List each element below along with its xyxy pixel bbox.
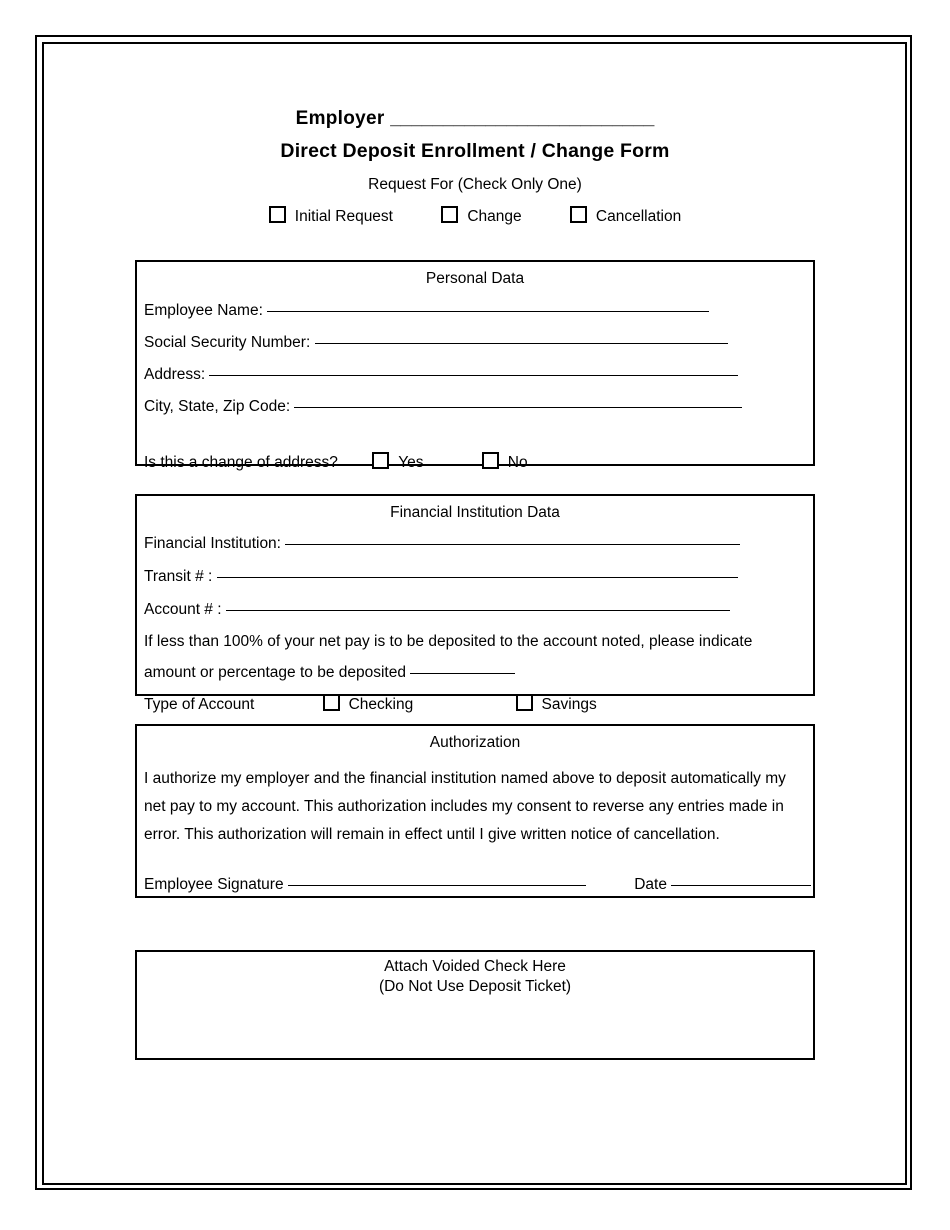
employee-name-input[interactable] (267, 311, 709, 312)
address-input[interactable] (209, 375, 738, 376)
request-option-label: Change (467, 208, 522, 225)
request-type-options (0, 206, 950, 226)
voided-check-title: Attach Voided Check Here (384, 958, 566, 975)
checkbox-icon[interactable] (516, 694, 533, 711)
section-authorization (135, 724, 815, 898)
date-input[interactable] (671, 885, 811, 886)
field-label: Address: (144, 366, 206, 383)
field-label: Financial Institution: (144, 535, 281, 552)
checkbox-icon[interactable] (441, 206, 458, 223)
account-type-option-label: Savings (541, 696, 597, 713)
request-option-cancellation[interactable] (570, 206, 681, 226)
request-option-label: Initial Request (294, 208, 393, 225)
change-of-address-option-label: Yes (398, 454, 424, 471)
transit-number-input[interactable] (217, 577, 738, 578)
financial-institution-input[interactable] (285, 544, 740, 545)
partial-deposit-note-line-1: If less than 100% of your net pay is to be deposited to the account noted, please indicate (144, 633, 753, 650)
field-label: Social Security Number: (144, 334, 311, 351)
checkbox-icon[interactable] (372, 452, 389, 469)
voided-check-subtitle: (Do Not Use Deposit Ticket) (378, 978, 572, 995)
field-financial-institution (144, 535, 813, 553)
employer-blank-rule[interactable]: _________________________ (390, 108, 655, 129)
field-city-state-zip (144, 398, 813, 416)
section-attach-voided-check[interactable] (135, 950, 815, 1060)
field-account-number (144, 601, 813, 619)
section-personal-data (135, 260, 815, 471)
page-title: Direct Deposit Enrollment / Change Form (280, 140, 670, 162)
checkbox-icon[interactable] (323, 694, 340, 711)
change-of-address-option-yes[interactable] (372, 452, 423, 472)
employer-line (0, 108, 950, 130)
section-title: Financial Institution Data (390, 504, 560, 521)
date-label: Date (634, 876, 667, 893)
field-account-type (144, 694, 813, 714)
change-of-address-question: Is this a change of address? (144, 454, 338, 471)
request-option-change[interactable] (441, 206, 521, 226)
social-security-number-input[interactable] (315, 343, 728, 344)
change-of-address-option-no[interactable] (482, 452, 528, 472)
account-number-input[interactable] (226, 610, 730, 611)
checkbox-icon[interactable] (482, 452, 499, 469)
field-label: City, State, Zip Code: (144, 398, 291, 415)
field-label: Transit # : (144, 568, 213, 585)
section-title: Authorization (429, 734, 521, 751)
signature-label: Employee Signature (144, 876, 284, 893)
form-header (0, 108, 950, 194)
authorization-paragraph: I authorize my employer and the financial institution named above to deposit automatically my net pay to my account. This authorization includes my consent to reverse any entries made in error. This authorization will remain in effect until I give written notice of cancellation. (144, 770, 786, 843)
field-label: Account # : (144, 601, 222, 618)
city-state-zip-input[interactable] (294, 407, 742, 408)
account-type-option-label: Checking (348, 696, 414, 713)
field-employee-name (144, 302, 813, 320)
field-label: Employee Name: (144, 302, 263, 319)
field-address (144, 366, 813, 384)
account-type-option-checking[interactable] (323, 694, 414, 714)
section-title: Personal Data (425, 270, 525, 287)
checkbox-icon[interactable] (269, 206, 286, 223)
request-option-label: Cancellation (595, 208, 682, 225)
employee-signature-input[interactable] (288, 885, 586, 886)
field-change-of-address (144, 452, 813, 472)
field-social-security-number (144, 334, 813, 352)
checkbox-icon[interactable] (570, 206, 587, 223)
field-signature-and-date (144, 876, 813, 894)
field-transit-number (144, 568, 813, 586)
partial-deposit-note-line-2 (144, 664, 813, 682)
request-for-label: Request For (Check Only One) (368, 176, 582, 193)
account-type-option-savings[interactable] (516, 694, 597, 714)
change-of-address-option-label: No (507, 454, 528, 471)
account-type-label: Type of Account (144, 696, 255, 713)
section-financial-institution-data (135, 494, 815, 713)
request-option-initial-request[interactable] (269, 206, 393, 226)
employer-label: Employer (295, 108, 385, 129)
partial-deposit-note-text: amount or percentage to be deposited (144, 664, 406, 681)
partial-deposit-amount-input[interactable] (410, 673, 515, 674)
